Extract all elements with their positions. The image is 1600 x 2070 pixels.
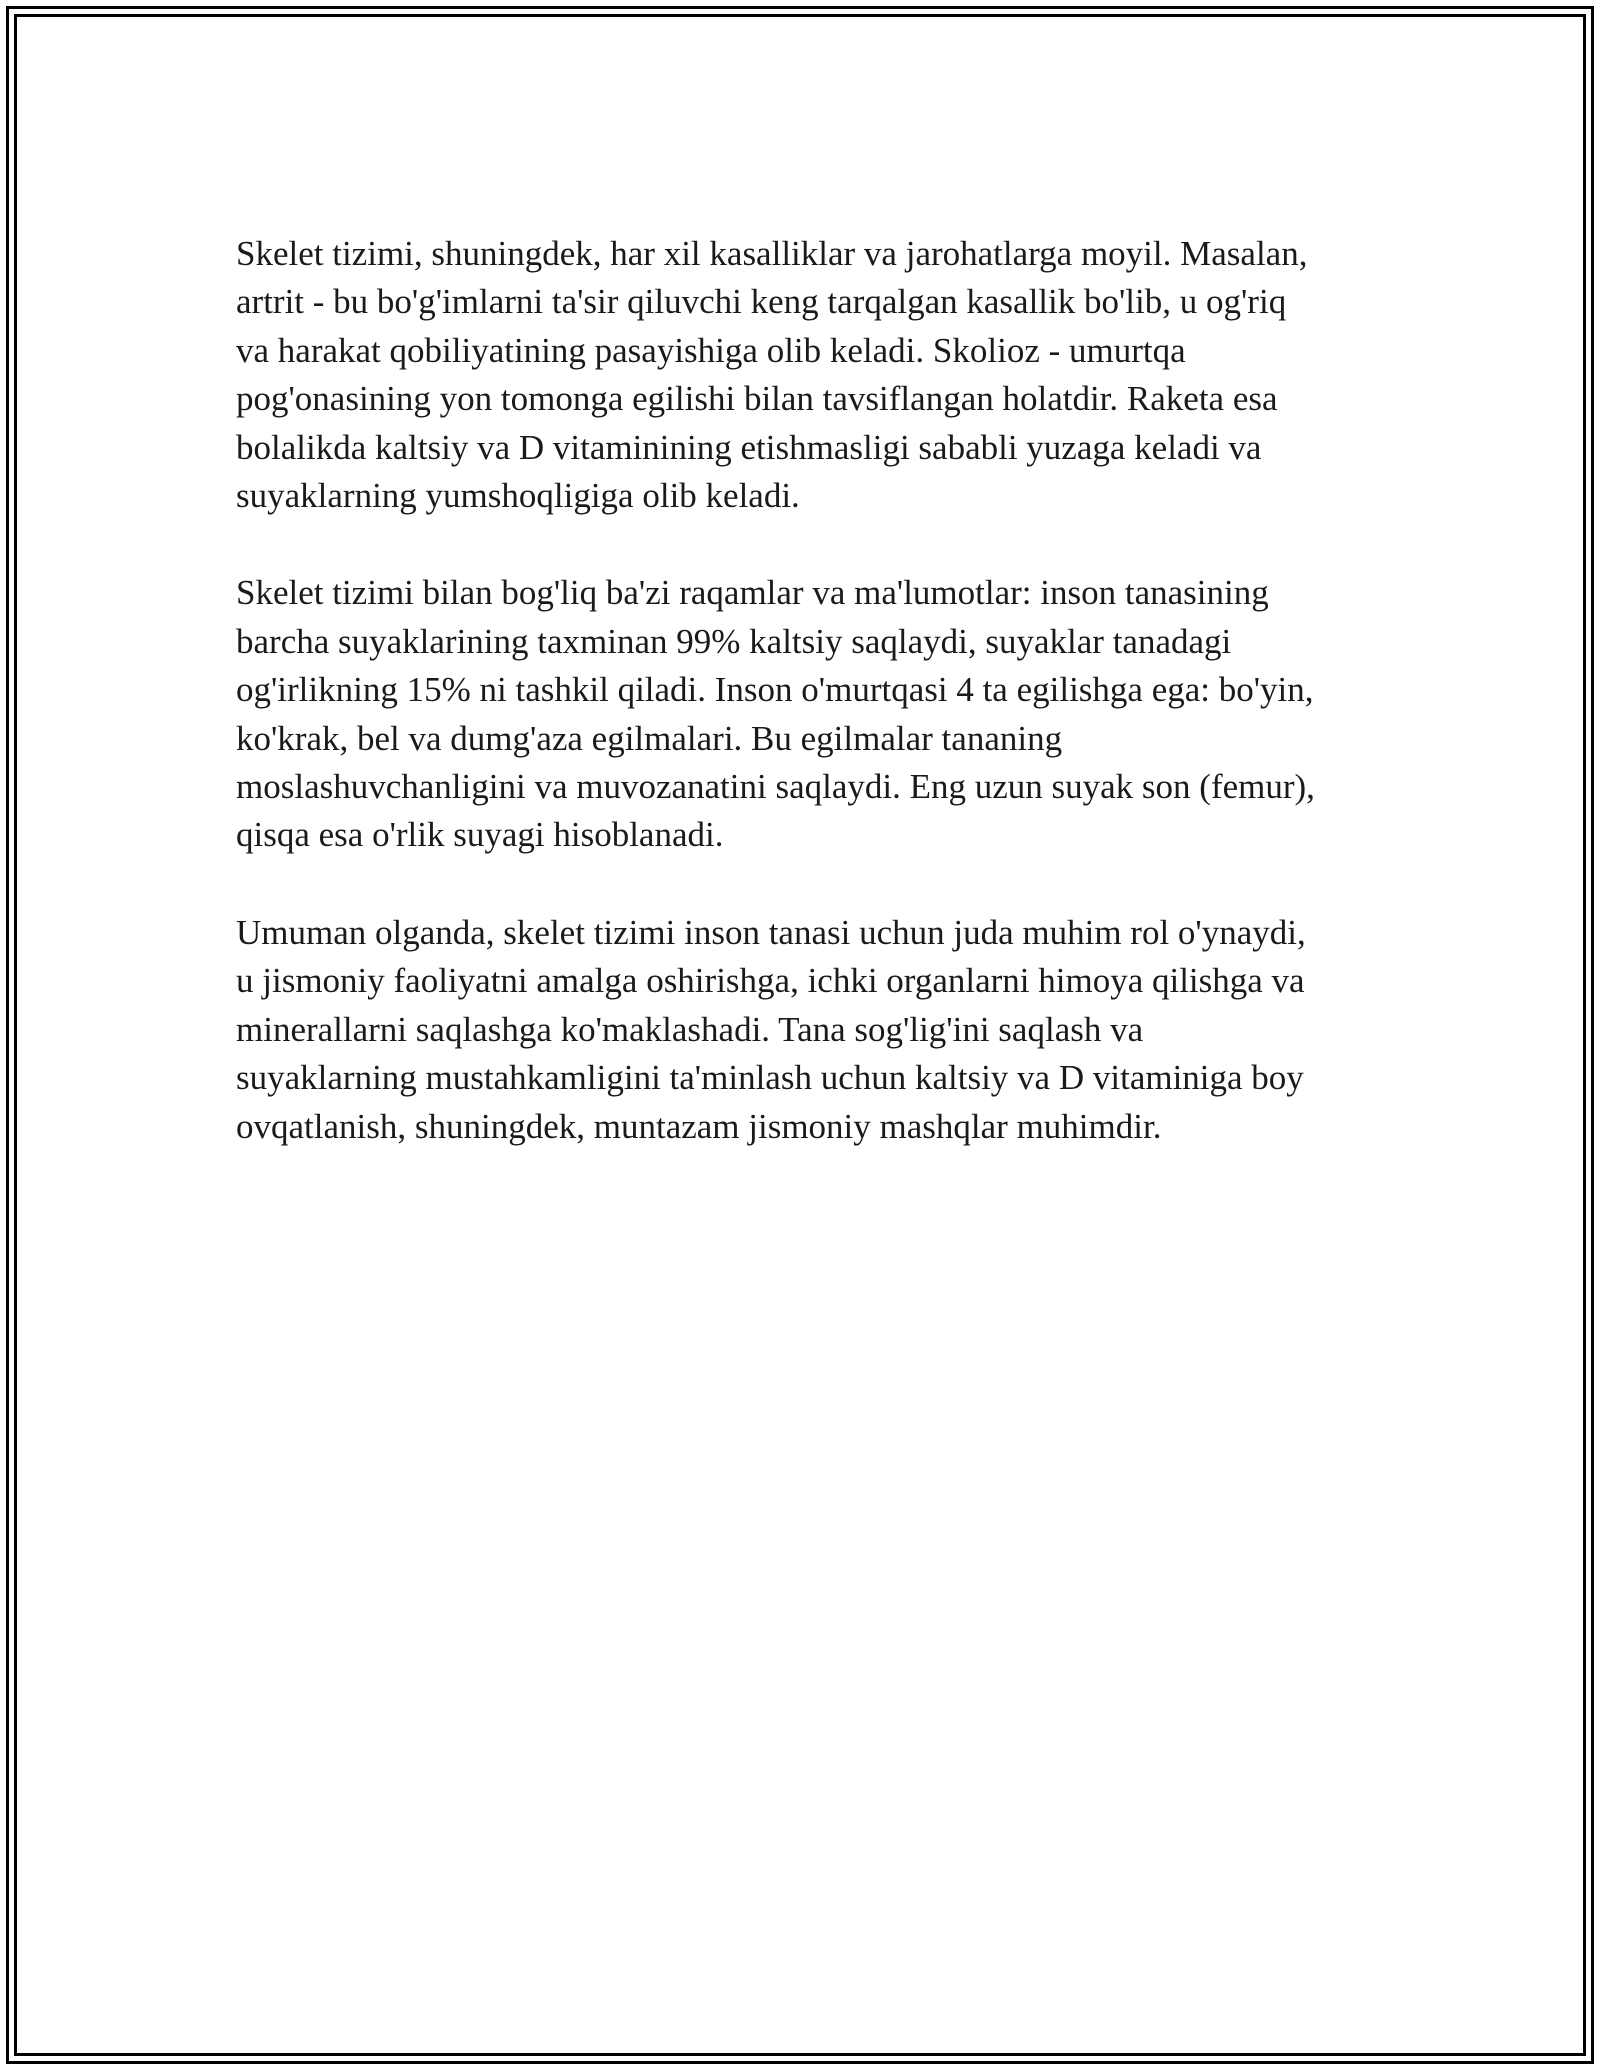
paragraph-diseases: Skelet tizimi, shuningdek, har xil kasalliklar va jarohatlarga moyil. Masalan, artrit - bu bo'g'imlarni ta'sir qiluvchi keng tarqalgan kasallik bo'lib, u og'riq va harakat qobiliyatining pasayishiga olib keladi. Skolioz - umurtqa pog'onasining yon tomonga egilishi bilan tavsiflangan holatdir. Raketa esa bolalikda kaltsiy va D vitaminining etishmasligi sababli yuzaga keladi va suyaklarning yumshoqligiga olib keladi. bbox=[236, 234, 1308, 516]
paragraph-facts: Skelet tizimi bilan bog'liq ba'zi raqamlar va ma'lumotlar: inson tanasining barcha suyaklarining taxminan 99% kaltsiy saqlaydi, suyaklar tanadagi og'irlikning 15% ni tashkil qiladi. Inson o'murtqasi 4 ta egilishga ega: bo'yin, ko'krak, bel va dumg'aza egilmalari. Bu egilmalar tananing moslashuvchanligini va muvozanatini saqlaydi. Eng uzun suyak son (femur), qisqa esa o'rlik suyagi hisoblanadi. bbox=[236, 573, 1315, 855]
document-body bbox=[236, 230, 1376, 1200]
paragraph-conclusion: Umuman olganda, skelet tizimi inson tanasi uchun juda muhim rol o'ynaydi, u jismoniy faoliyatni amalga oshirishga, ichki organlarni himoya qilishga va minerallarni saqlashga ko'maklashadi. Tana sog'lig'ini saqlash va suyaklarning mustahkamligini ta'minlash uchun kaltsiy va D vitaminiga boy ovqatlanish, shuningdek, muntazam jismoniy mashqlar muhimdir. bbox=[236, 912, 1306, 1146]
